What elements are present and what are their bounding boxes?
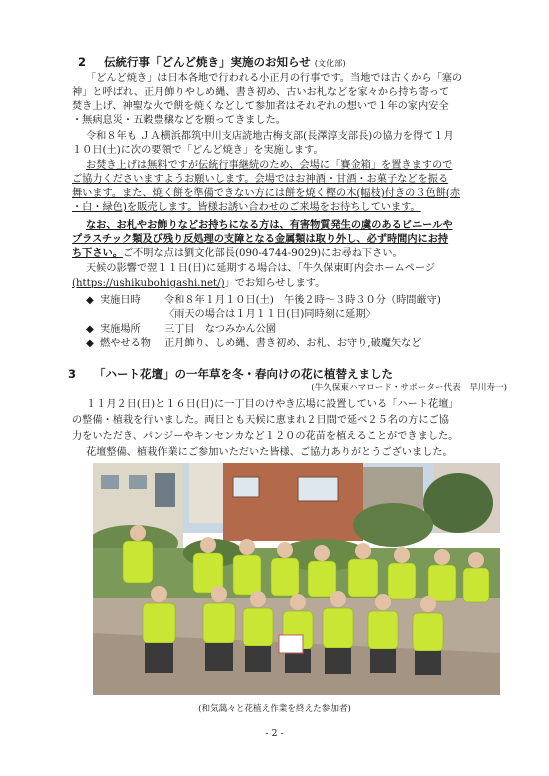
website-link[interactable]: (https://ushikubohigashi.net/): [72, 278, 225, 289]
detail-value: 正月飾り、しめ縄、書き初め、お札、お守り,破魔矢など: [164, 338, 422, 349]
section-2-dept: (文化部): [314, 58, 346, 68]
detail-value: 令和８年１月１０日(土) 午後２時～３時３０分（時間厳守): [164, 295, 441, 306]
text-line: ご協力くださいますようお願いします。会場ではお神酒・甘酒・お菓子などを振る: [72, 174, 449, 185]
text-line: プラスチック類及び残り反処理の支障となる金属類は取り外し、必ず時間内にお持: [72, 233, 449, 245]
text-line: 「どんど焼き」は日本各地で行われる小正月の行事です。当地では古くから「塞の: [86, 73, 463, 84]
text-line: 」でお知らせします。: [224, 278, 326, 289]
detail-row-items: [86, 337, 422, 351]
text-line: 力をいただき、パンジーやキンセンカなど１２０の花苗を植えることができました。: [72, 431, 459, 442]
text-line: 焚き上げ、神聖な火で餅を焼くなどして参加者はそれぞれの想いで１年の家内安全: [72, 101, 449, 112]
text-line: の整備・植栽を行いました。両日とも天候に恵まれ２日間で延べ２５名の方にご協: [72, 415, 449, 426]
section-3-heading: [68, 366, 393, 382]
contact-text: ご不明な点は劉文化部長(090-4744-9029)にお尋ね下さい。: [122, 248, 403, 259]
section-2-number: 2: [78, 55, 87, 69]
photo-caption: (和気藹々と花植え作業を終えた参加者): [198, 704, 351, 714]
detail-label: 実施日時: [100, 295, 141, 306]
diamond-icon: ◆: [86, 324, 94, 335]
detail-value: 〈雨天の場合は１月１１日(日)同時刻に延期〉: [164, 309, 376, 320]
text-line: ・無病息災・五穀豊穣などを願ってきました。: [72, 115, 286, 126]
text-line: なお、お札やお飾りなどお持ちになる方は、有害物質発生の虞のあるビニールや: [86, 219, 453, 231]
detail-label: 燃やせる物: [100, 338, 151, 349]
section-2-title: 伝統行事「どんど焼き」実施のお知らせ: [104, 55, 311, 69]
text-line: お焚き上げは無料ですが伝統行事継続のため、会場に「賽金箱」を置きますので: [86, 160, 453, 171]
text-line: 舞います。また、焼く餅を準備できない方には餅を焼く樫の木(幅枝)付きの３色餅(赤: [72, 188, 461, 199]
text-line: ・白・緑色)を販売します。皆様お誘い合わせのご来場をお待ちしています。: [72, 202, 421, 213]
section-3-number: 3: [68, 367, 77, 381]
detail-value: 三丁目 なつみかん公園: [164, 324, 277, 335]
section-2-heading: [78, 54, 346, 70]
detail-label: 実施場所: [100, 324, 141, 335]
detail-row-datetime: [86, 294, 441, 308]
text-line: 神」と呼ばれ、正月飾りやしめ縄、書き初め、古いお札などを家々から持ち寄って: [72, 87, 450, 98]
diamond-icon: ◆: [86, 338, 94, 349]
section-3-byline: (牛久保東ハマロード・サポーター代表 早川寿一): [311, 383, 507, 393]
detail-row-rain: [164, 308, 376, 322]
text-line: 天候の影響で翌１１日(日)に延期する場合は、「牛久保東町内会ホームページ: [86, 263, 436, 274]
diamond-icon: ◆: [86, 295, 94, 306]
text-line: ち下さい。: [72, 247, 123, 259]
page-number: - 2 -: [265, 728, 284, 739]
text-line: 令和８年も ＪＡ横浜都筑中川支店読地古梅支部(長澤淳支部長)の協力を得て１月: [86, 131, 454, 142]
section-3-title: 「ハート花壇」の一年草を冬・春向けの花に植替えました: [94, 367, 394, 381]
text-line: 花壇整備、植栽作業にご参加いただいた皆様、ご協力ありがとうございました。: [86, 447, 453, 458]
group-photo: [93, 463, 500, 695]
text-line: １０日(土)に次の要領で「どんど焼き」を実施します。: [72, 145, 324, 156]
detail-row-place: [86, 323, 276, 337]
text-line: １１月２日(日)と１６日(日)に一丁目のけやき広場に設置している「ハート花壇」: [86, 399, 459, 410]
